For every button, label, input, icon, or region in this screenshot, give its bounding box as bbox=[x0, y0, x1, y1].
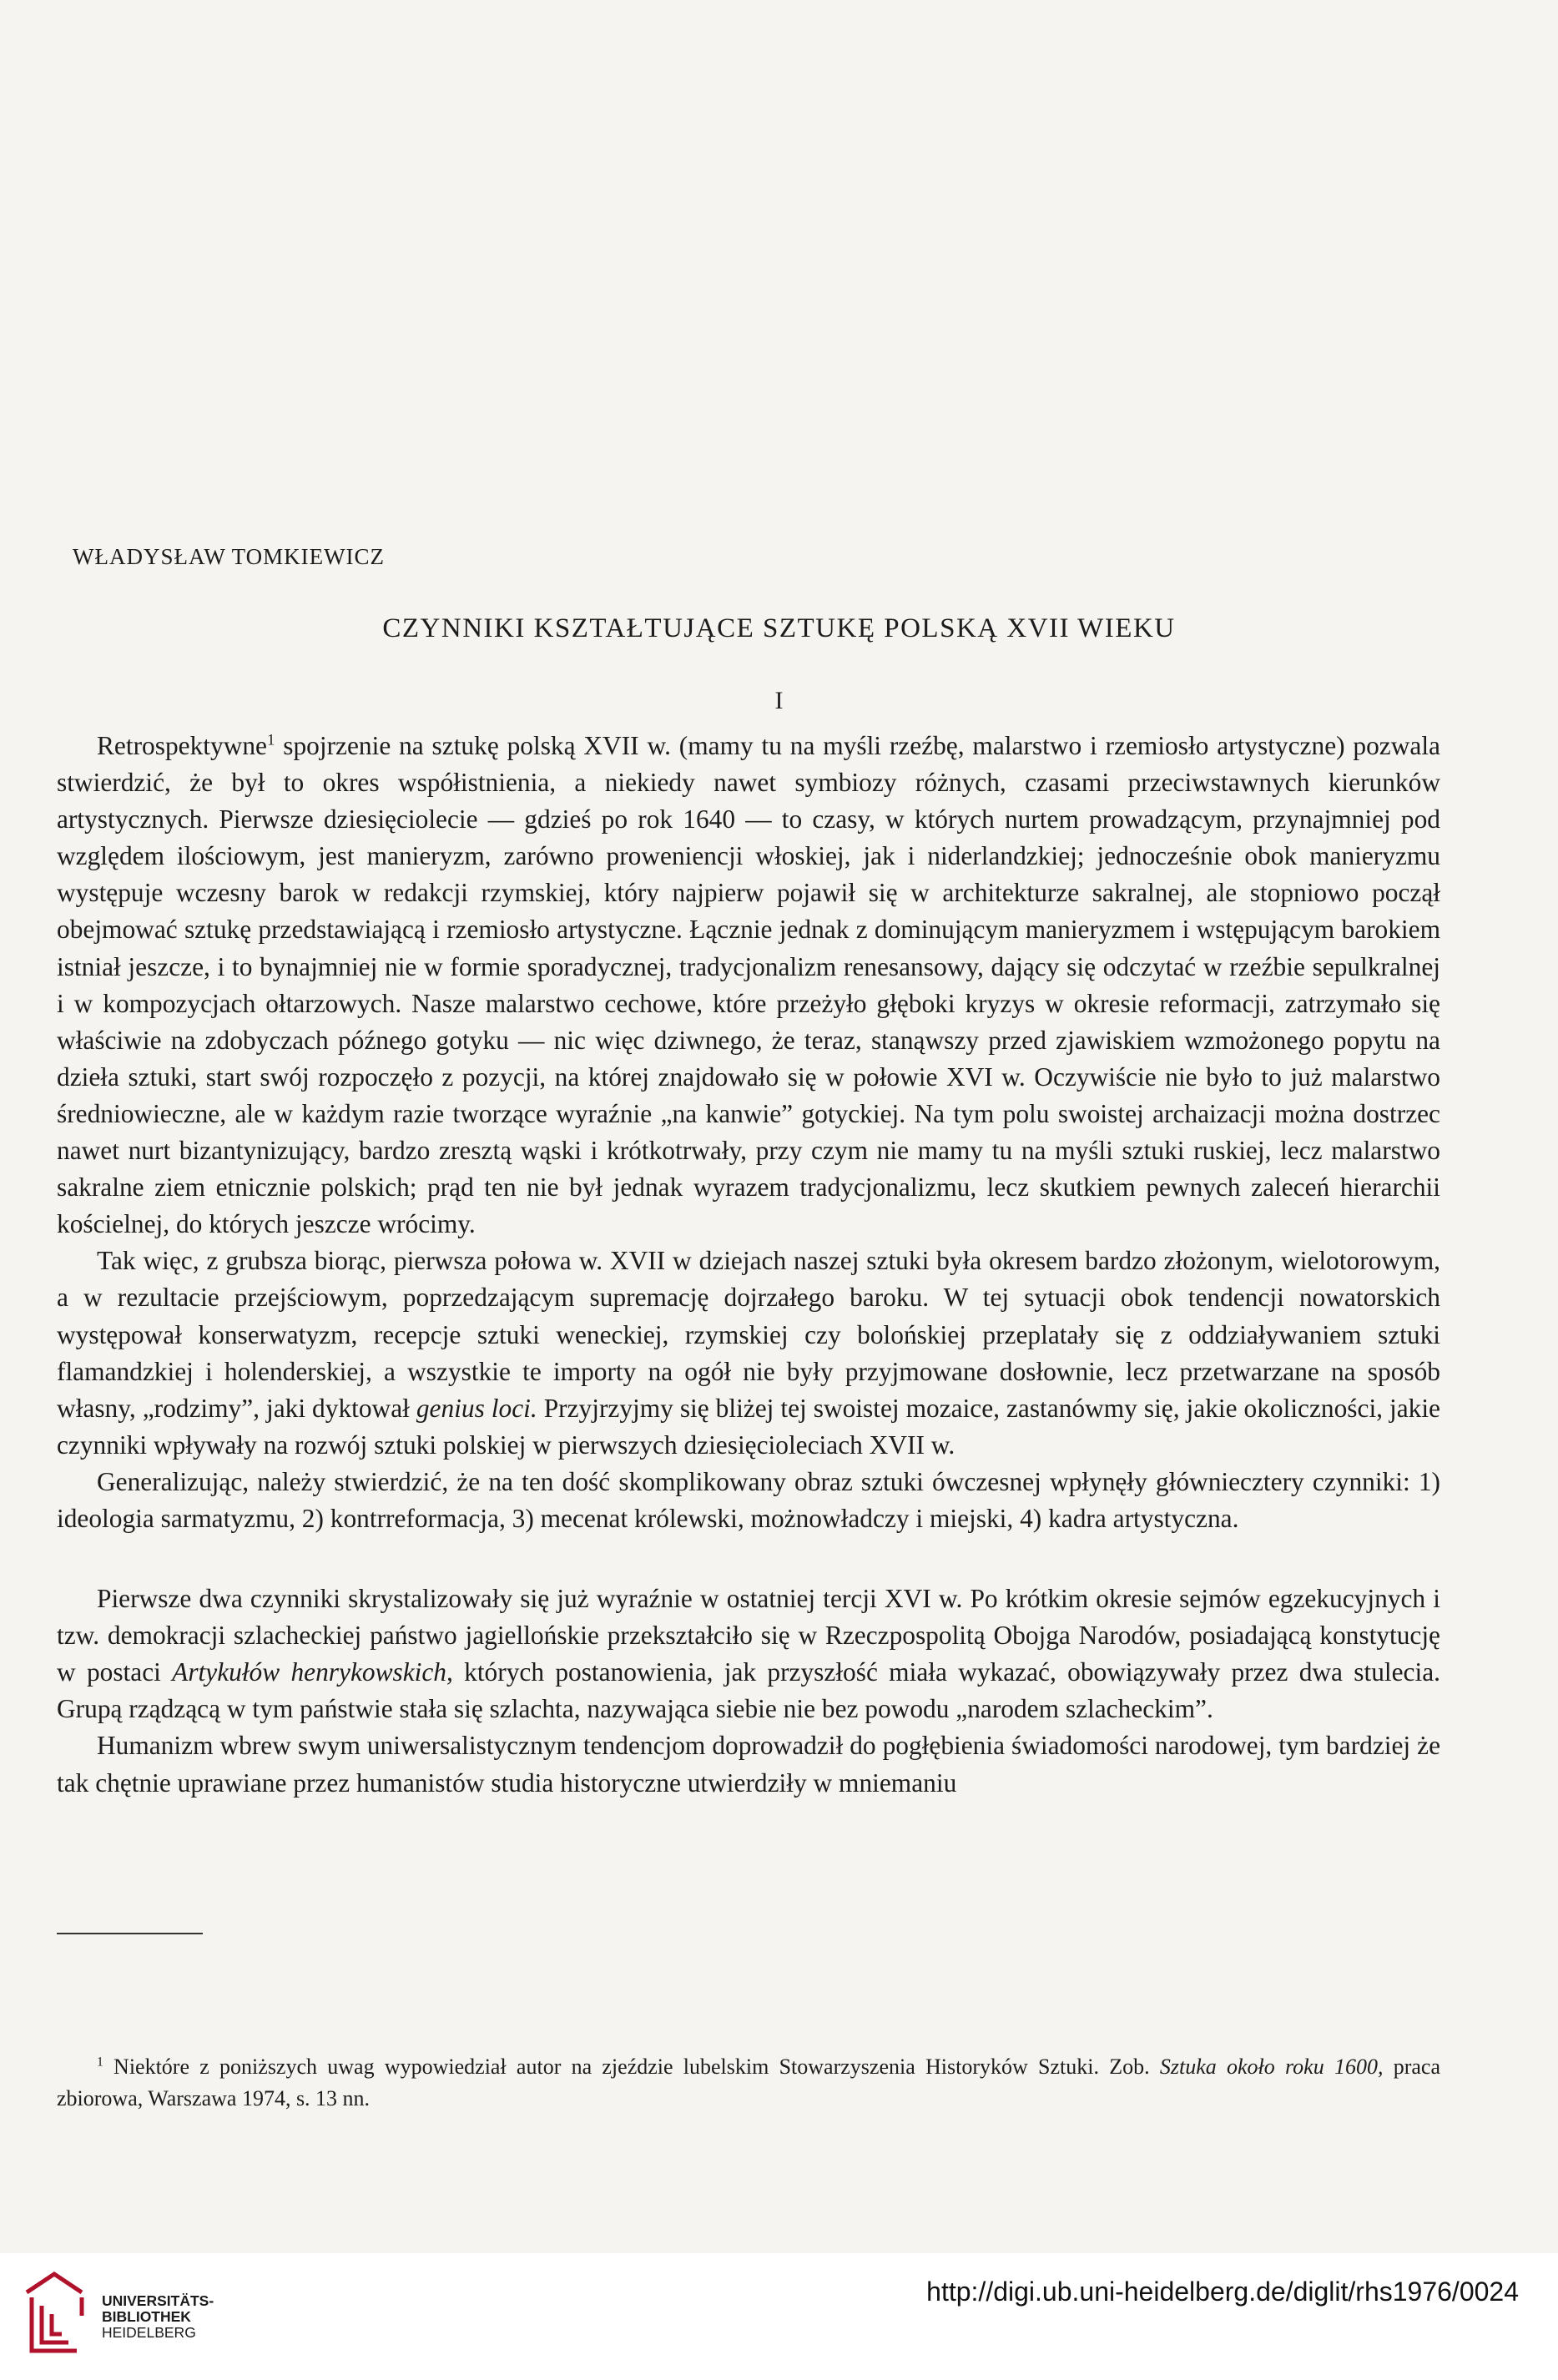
paragraph-1-start: Retrospektywne bbox=[97, 731, 267, 760]
paragraph-1-text: spojrzenie na sztukę polską XVII w. (mamy tu na myśli rzeźbę, malarstwo i rzemiosło artystyczne) pozwala stwierdzić, że był to okres współistnienia, a niekiedy nawet symbiozy różnych, czasami przeciwstawnych kierunków artystycznych. Pierwsze dziesięciolecie — gdzieś po rok 1640 — to czasy, w których nurtem prowadzącym, przynajmniej pod względem ilościowym, jest manieryzm, zarówno proweniencji włoskiej, jak i niderlandzkiej; jednocześnie obok manieryzmu występuje wczesny barok w redakcji rzymskiej, który najpierw pojawił się w architekturze sakralnej, ale stopniowo począł obejmować sztukę przedstawiającą i rzemiosło artystyczne. Łącznie jednak z dominującym manieryzmem i wstępującym barokiem istniał jeszcze, i to bynajmniej nie w formie sporadycznej, tradycjonalizm renesansowy, dający się odczytać w rzeźbie sepulkralnej i w kompozycjach ołtarzowych. Nasze malarstwo cechowe, które przeżyło głęboki kryzys w okresie reformacji, zatrzymało się właściwie na zdobyczach późnego gotyku — nic więc dziwnego, że teraz, stanąwszy przed zjawiskiem wzmożonego popytu na dzieła sztuki, start swój rozpoczęło z pozycji, na której znajdowało się w połowie XVI w. Oczywiście nie było to już malarstwo średniowieczne, ale w każdym razie tworzące wyraźnie „na kanwie” gotyckiej. Na tym polu swoistej archaizacji można dostrzec nawet nurt bizantynizujący, bardzo zresztą wąski i krótkotrwały, przy czym nie mamy tu na myśli sztuki ruskiej, lecz malarstwo sakralne ziem etnicznie polskich; prąd ten nie był jednak wyrazem tradycjonalizmu, lecz skutkiem pewnych zaleceń hierarchii kościelnej, do których jeszcze wrócimy. bbox=[57, 731, 1440, 1239]
digitization-footer bbox=[0, 2253, 1558, 2380]
library-name-line-3: HEIDELBERG bbox=[102, 2324, 196, 2341]
section-number: I bbox=[774, 687, 784, 714]
paragraph-1 bbox=[57, 728, 1440, 1243]
article-title: CZYNNIKI KSZTAŁTUJĄCE SZTUKĘ POLSKĄ XVII WIEKU bbox=[382, 613, 1176, 643]
footnote-marker: 1 bbox=[97, 2055, 103, 2070]
library-name bbox=[102, 2293, 214, 2341]
paragraph-4 bbox=[57, 1581, 1440, 1727]
footnote-divider bbox=[57, 1933, 203, 1934]
footnote-reference: 1 bbox=[267, 731, 275, 749]
paragraph-2-text: Tak więc, z grubsza biorąc, pierwsza połowa w. XVII w dziejach naszej sztuki była okresem bardzo złożonym, wielotorowym, a w rezultacie przejściowym, poprzedzającym supremację dojrzałego baroku. W tej sytuacji obok tendencji nowatorskich występował konserwatyzm, recepcje sztuki weneckiej, rzymskiej czy bolońskiej przeplatały się z oddziaływaniem sztuki flamandzkiej i holenderskiej, a wszystkie te importy na ogół nie były przyjmowane dosłownie, lecz przetwarzane na sposób własny, „rodzimy”, jaki dyktował bbox=[57, 1246, 1440, 1423]
author-name: WŁADYSŁAW TOMKIEWICZ bbox=[73, 544, 386, 569]
paragraph-4-italic: Artykułów henrykowskich, bbox=[172, 1657, 453, 1687]
footnote-italic: Sztuka około roku 1600, bbox=[1159, 2055, 1384, 2079]
paragraph-2 bbox=[57, 1243, 1440, 1464]
paragraph-4-text: Pierwsze dwa czynniki skrystalizowały się już wyraźnie w ostatniej tercji XVI w. Po krótkim okresie sejmów egzekucyjnych i tzw. demokracji szlacheckiej państwo jagiellońskie przekształciło się w Rzeczpospolitą Obojga Narodów, posiadającą konstytucję w postaci bbox=[57, 1584, 1440, 1687]
library-name-line-1: UNIVERSITÄTS- bbox=[102, 2292, 214, 2309]
paragraph-2-end: Przyjrzyjmy się bliżej tej swoistej mozaice, zastanówmy się, jakie okoliczności, jakie czynniki wpływały na rozwój sztuki polskiej w pierwszych dziesięcioleciach XVII w. bbox=[57, 1393, 1440, 1460]
footnote-body: Niektóre z poniższych uwag wypowiedział autor na zjeździe lubelskim Stowarzyszenia Historyków Sztuki. Zob. bbox=[103, 2055, 1160, 2079]
article-body bbox=[57, 728, 1440, 1802]
footnote bbox=[57, 2051, 1440, 2115]
footnote-text bbox=[57, 2051, 1440, 2115]
paragraph-5: Humanizm wbrew swym uniwersalistycznym tendencjom doprowadził do pogłębienia świadomości narodowej, tym bardziej że tak chętnie uprawiane przez humanistów studia historyczne utwierdziły w mniemaniu bbox=[57, 1731, 1440, 1798]
heidelberg-library-logo-icon[interactable] bbox=[17, 2267, 92, 2366]
footnote-end: praca zbiorowa, Warszawa 1974, s. 13 nn. bbox=[57, 2055, 1440, 2110]
paragraph-3: Generalizując, należy stwierdzić, że na ten dość skomplikowany obraz sztuki ówczesnej wpłynęły główniecztery czynniki: 1) ideologia sarmatyzmu, 2) kontrreformacja, 3) mecenat królewski, możnowładczy i miejski, 4) kadra artystyczna. bbox=[57, 1466, 1440, 1533]
paragraph-2-italic: genius loci. bbox=[416, 1393, 537, 1423]
paragraph-4-end: których postanowienia, jak przyszłość miała wykazać, obowiązywały przez dwa stulecia. Grupą rządzącą w tym państwie stała się szlachta, nazywająca siebie nie bez powodu „narodem szlacheckim”. bbox=[57, 1657, 1440, 1724]
source-url-link[interactable]: http://digi.ub.uni-heidelberg.de/diglit/rhs1976/0024 bbox=[926, 2277, 1519, 2307]
library-name-line-2: BIBLIOTHEK bbox=[102, 2308, 191, 2325]
